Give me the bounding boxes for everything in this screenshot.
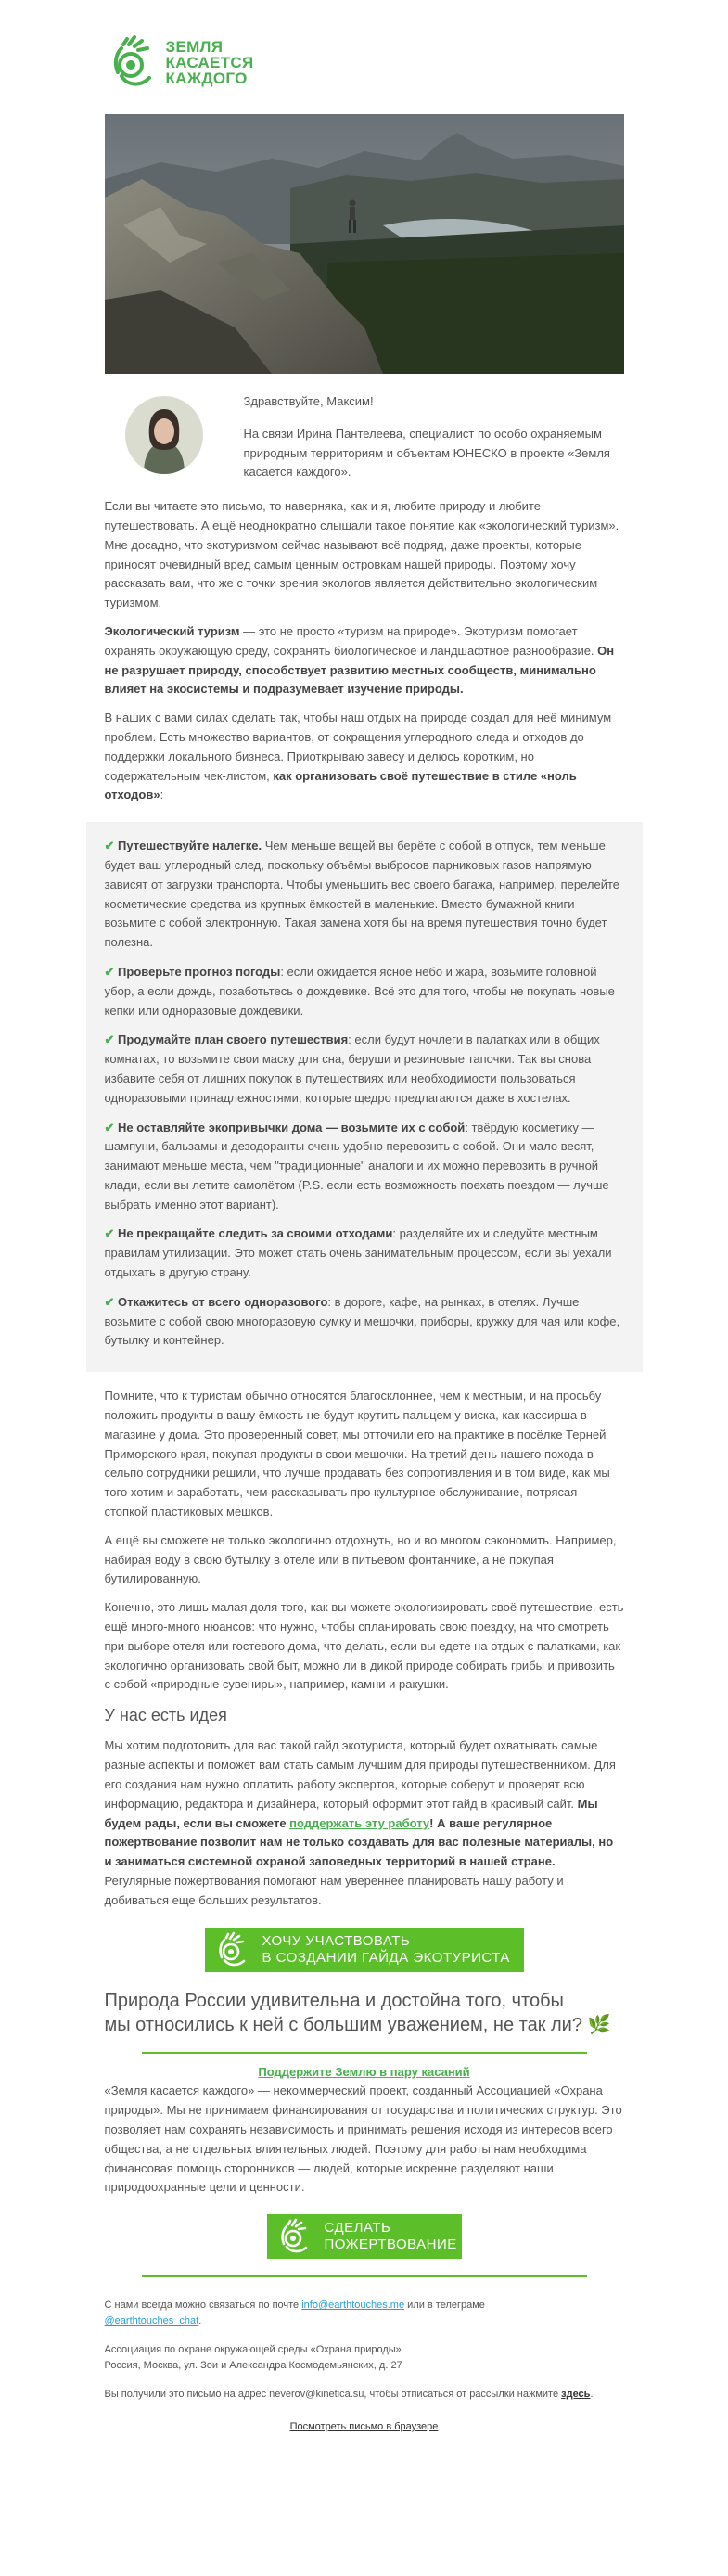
- logo[interactable]: [110, 32, 624, 93]
- checklist-item: ✔ Не оставляйте экопривычки дома — возьмите их с собой: твёрдую косметику — шампуни, бальзамы и дезодоранты очень удобно перевозить с собой. Они мало весят, занимают меньше места, чем "традиционные" аналоги и их можно перевозить в ручной клади, если вы летите самолётом (P.S. если есть возможность поехать поездом — лучше выбрать именно этот вариант).: [104, 1120, 609, 1211]
- idea-heading: У нас есть идея: [104, 1706, 227, 1725]
- footer: [105, 2298, 624, 2435]
- organization-address: Ассоциация по охране окружающей среды «Охрана природы» Россия, Москва, ул. Зои и Александра Космодемьянских, д. 27: [104, 2344, 402, 2372]
- checklist-item: ✔ Не прекращайте следить за своими отходами: разделяйте их и следуйте местным правилам утилизации. Это может стать очень занимательным процессом, если вы уехали отдыхать в другую страну.: [104, 1226, 612, 1280]
- logo-line-3: КАЖДОГО: [165, 69, 248, 87]
- zero-waste-checklist: [86, 822, 643, 1372]
- logo-line-1: ЗЕМЛЯ: [165, 37, 224, 56]
- unsubscribe-link[interactable]: здесь: [561, 2389, 591, 2401]
- support-text: «Земля касается каждого» — некоммерческий проект, созданный Ассоциацией «Охрана природы». Мы не принимаем финансирования от государства и политических структур. Это позволяет нам сохранять независимость и принимать решения исходя из интересов всего общества, а не отдельных влиятельных людей. Поэтому для работы нам необходима финансовая помощь сторонников — людей, которые искренне разделяют наши природоохранные цели и ценности.: [104, 2083, 622, 2195]
- contact-line: С нами всегда можно связаться по почте info@earthtouches.me или в телеграме @earthtouches_chat.: [104, 2300, 485, 2327]
- hand-logo-icon: [216, 1931, 253, 1968]
- paragraph-4: Помните, что к туристам обычно относятся благосклоннее, чем к местным, и на просьбу положить продукты в вашу ёмкость не будут крутить пальцем у виска, как кассирша в магазине у дома. Это проверенный совет, мы отточили его на практике в посёлке Терней Приморского края, покупая продукты в свои мешочки. На третий день нашего похода в сельпо сотрудники решили, что лучше продавать без сопротивления и в том виде, как мы того хотим и заработать, чем рассказывать про культурное обслуживание, потрясая стопкой пластиковых мешков.: [104, 1389, 610, 1519]
- join-guide-button[interactable]: [205, 1928, 524, 1972]
- cta-line-1: ХОЧУ УЧАСТВОВАТЬ: [262, 1932, 411, 1949]
- email-link[interactable]: info@earthtouches.me: [301, 2300, 405, 2312]
- idea-paragraph: Мы хотим подготовить для вас такой гайд экотуриста, который будет охватывать самые разные аспекты и поможет вам стать самым лучшим для природы путешественником. Для его создания нам нужно оплатить работу экспертов, которые соберут и проверят всю информацию, редактора и дизайнера, который оформит этот гайд в красивый сайт. Мы будем рады, если вы сможете поддержать эту работу! А ваше регулярное пожертвование позволит нам не только создавать для вас полезные материалы, но и заниматься системной охраной заповедных территорий в нашей стране. Регулярные пожертвования помогают нам увереннее планировать нашу работу и добиваться еще больших результатов.: [104, 1738, 616, 1907]
- unsubscribe-line: Вы получили это письмо на адрес neverov@kinetica.su, чтобы отписаться от рассылки нажмите здесь.: [104, 2389, 594, 2401]
- author-intro-text: На связи Ирина Пантелеева, специалист по особо охраняемым природным территориям и объектам ЮНЕСКО в проекте «Земля касается каждого».: [243, 426, 610, 480]
- article-body: [105, 497, 624, 805]
- checkmark-icon: ✔: [104, 1120, 115, 1134]
- email-container: [105, 32, 624, 2435]
- view-in-browser-link[interactable]: Посмотреть письмо в браузере: [289, 2421, 439, 2433]
- paragraph-1: Если вы читаете это письмо, то наверняка, как и я, любите природу и любите путешествовать. А ещё неоднократно слышали такое понятие как «экологический туризм». Мне досадно, что экотуризмом сейчас называют всё подряд, даже проекты, которые приносят очевидный вред самым ценным островкам нашей природы. Поэтому хочу рассказать вам, что же с точки зрения экологов является действительно экологическим туризмом.: [104, 499, 619, 610]
- logo-wordmark: [166, 39, 254, 86]
- closing-statement: Природа России удивительна и достойна того, чтобы мы относились к ней с большим уважением, не так ли? 🌿: [104, 1990, 611, 2035]
- support-title: [105, 2063, 624, 2083]
- divider: [142, 2052, 587, 2054]
- article-body-continued: [105, 1387, 624, 1910]
- hand-logo-icon: [278, 2218, 315, 2255]
- divider: [142, 2275, 587, 2277]
- donate-line-2: ПОЖЕРТВОВАНИЕ: [324, 2236, 457, 2253]
- logo-line-2: КАСАЕТСЯ: [165, 53, 254, 71]
- checkmark-icon: ✔: [104, 1032, 115, 1047]
- paragraph-5: А ещё вы сможете не только экологично отдохнуть, но и во многом сэкономить. Например, набирая воду в свою бутылку в отеле или в питьевом фонтанчике, а не покупая бутилированную.: [104, 1532, 617, 1586]
- checklist-item: ✔ Проверьте прогноз погоды: если ожидается ясное небо и жара, возьмите головной убор, а если дождь, позаботьтесь о дождевике. Всё это для того, чтобы не покупать новые кепки или одноразовые дождевики.: [104, 964, 615, 1018]
- view-in-browser: [105, 2419, 624, 2435]
- support-section: [105, 2082, 624, 2198]
- checkmark-icon: ✔: [104, 964, 115, 979]
- checkmark-icon: ✔: [104, 839, 115, 853]
- checkmark-icon: ✔: [104, 1294, 115, 1309]
- earth-hand-logo-icon: [110, 35, 162, 89]
- support-work-link[interactable]: поддержать эту работу: [289, 1815, 430, 1830]
- author-avatar: [125, 396, 203, 474]
- paragraph-2: Экологический туризм — это не просто «туризм на природе». Экотуризм помогает охранять окружающую среду, сохранять биологическое и ландшафтное разнообразие. Он не разрушает природу, способствует развитию местных сообществ, минимально влияет на экосистемы и подразумевает изучение природы.: [104, 623, 615, 697]
- paragraph-3: В наших с вами силах сделать так, чтобы наш отдых на природе создал для неё минимум проблем. Есть множество вариантов, от сокращения углеродного следа и отходов до поддержки локального бизнеса. Приоткрываю завесу и делюсь коротким, но содержательным чек-листом, как организовать своё путешествие в стиле «ноль отходов»:: [104, 711, 612, 802]
- checkmark-icon: ✔: [104, 1226, 115, 1241]
- cta-line-2: В СОЗДАНИИ ГАЙДА ЭКОТУРИСТА: [262, 1949, 510, 1966]
- checklist-item: ✔ Откажитесь от всего одноразового: в дороге, кафе, на рынках, в отелях. Лучше возьмите с собой свою многоразовую сумку и мешочки, приборы, кружку для чая или кофе, бутылку и контейнер.: [104, 1294, 620, 1348]
- telegram-link[interactable]: @earthtouches_chat: [104, 2315, 199, 2327]
- support-earth-link[interactable]: Поддержите Землю в пару касаний: [258, 2064, 470, 2079]
- hero-mountain-photo: [105, 114, 624, 374]
- donate-button[interactable]: [267, 2214, 462, 2259]
- greeting: Здравствуйте, Максим!: [243, 394, 374, 408]
- paragraph-6: Конечно, это лишь малая доля того, как вы можете экологизировать своё путешествие, есть ещё много-много нюансов: что нужно, чтобы спланировать свою поездку, на что смотреть при выборе отеля или гостевого дома, что делать, если вы едете на отдых с палатками, как экологично организовать свой быт, можно ли в дикой природе собирать грибы и привозить с собой «природные сувениры», например, камни и ракушки.: [104, 1600, 624, 1692]
- checklist-item: ✔ Путешествуйте налегке. Чем меньше вещей вы берёте с собой в отпуск, тем меньше будет ваш углеродный след, поскольку объёмы выбросов парниковых газов напрямую зависят от загрузки транспорта. Чтобы уменьшить вес своего багажа, например, перелейте косметические средства из крупных ёмкостей в маленькие. Вместо бумажной книги возьмите с собой электронную. Такая замена хотя бы на время путешествия точно будет полезна.: [104, 839, 619, 950]
- donate-line-1: СДЕЛАТЬ: [324, 2220, 391, 2236]
- author-intro: [105, 392, 624, 482]
- checklist-item: ✔ Продумайте план своего путешествия: если будут ночлеги в палатках или в общих комнатах, то возьмите свои маску для сна, беруши и резиновые тапочки. Так вы снова избавите себя от лишних покупок в путешествиях или необходимости пользоваться одноразовыми принадлежностями, которые щедро предлагаются даже в хостелах.: [104, 1032, 600, 1105]
